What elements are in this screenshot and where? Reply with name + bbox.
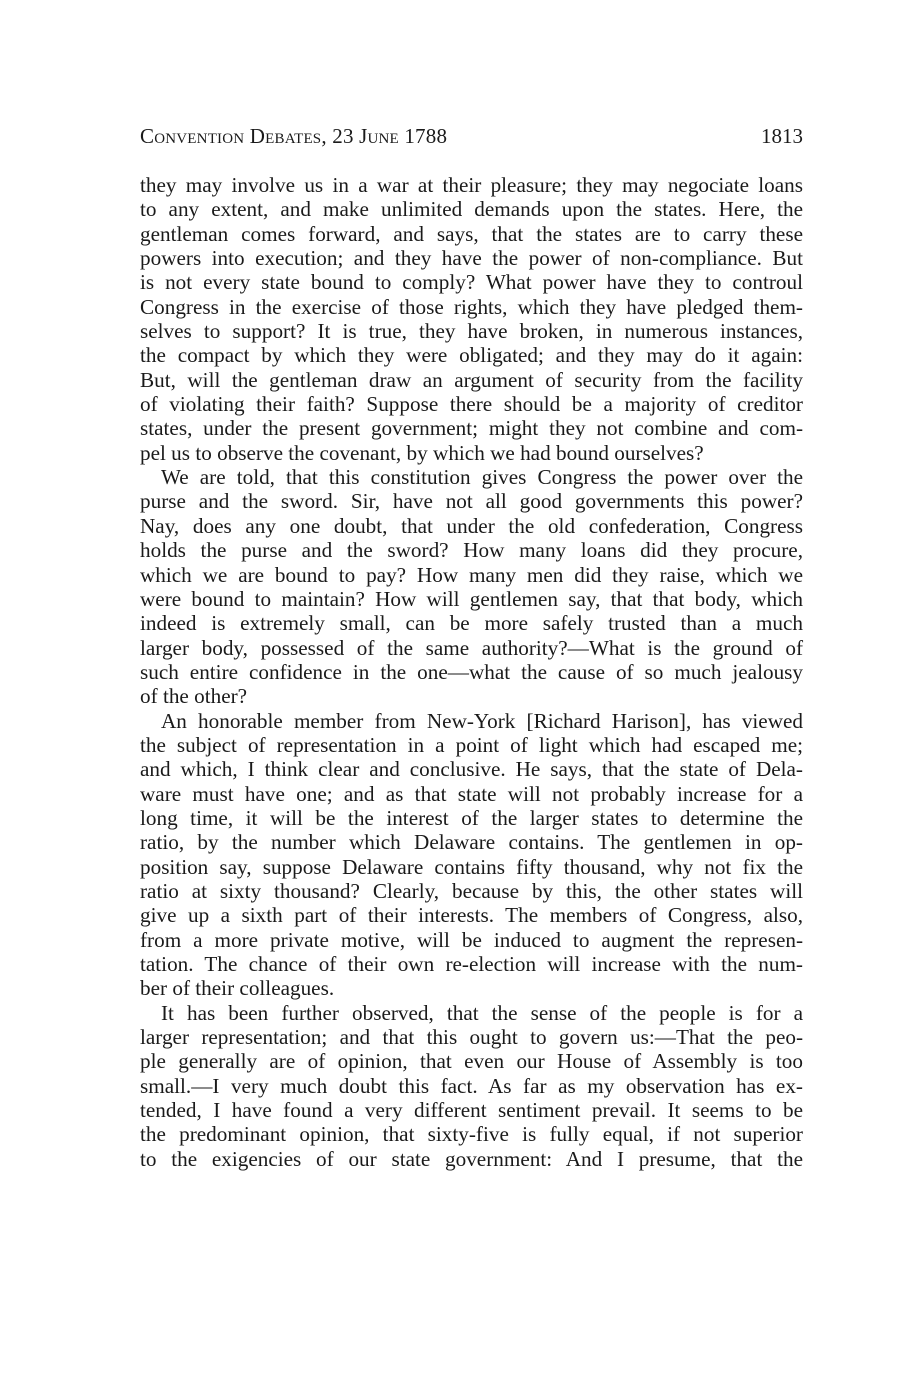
text-line: of violating their faith? Suppose there should be a majority of creditor — [140, 392, 803, 417]
text-line: powers into execution; and they have the power of non-compliance. But — [140, 246, 803, 271]
text-line: pel us to observe the covenant, by which we had bound ourselves? — [140, 440, 704, 465]
text-line: Nay, does any one doubt, that under the old confederation, Congress — [140, 513, 803, 538]
paragraph — [140, 465, 803, 708]
text-line: selves to support? It is true, they have broken, in numerous instances, — [140, 319, 803, 344]
text-line: states, under the present government; might they not combine and com- — [140, 416, 803, 441]
text-line: from a more private motive, will be induced to augment the represen- — [140, 927, 803, 952]
text-line: ber of their colleagues. — [140, 976, 335, 1001]
text-line: small.—I very much doubt this fact. As far as my observation has ex- — [140, 1073, 803, 1098]
text-line: larger representation; and that this ought to govern us:—That the peo- — [140, 1025, 803, 1050]
text-line: position say, suppose Delaware contains fifty thousand, why not fix the — [140, 854, 803, 879]
text-line: they may involve us in a war at their pleasure; they may negociate loans — [140, 173, 803, 197]
text-line: larger body, possessed of the same authority?—What is the ground of — [140, 635, 803, 660]
text-line: were bound to maintain? How will gentlemen say, that that body, which — [140, 586, 803, 611]
text-line: purse and the sword. Sir, have not all good governments this power? — [140, 489, 803, 514]
text-line: long time, it will be the interest of the larger states to determine the — [140, 805, 803, 830]
text-line: of the other? — [140, 684, 248, 709]
text-line: We are told, that this constitution gives Congress the power over the — [161, 465, 803, 490]
text-line: to the exigencies of our state government: And I presume, that the — [140, 1146, 803, 1171]
text-line: to any extent, and make unlimited demands upon the states. Here, the — [140, 197, 803, 222]
text-line: and which, I think clear and conclusive. He says, that the state of Dela- — [140, 757, 803, 782]
text-line: tation. The chance of their own re-election will increase with the num- — [140, 952, 803, 976]
text-line: the compact by which they were obligated; and they may do it again: — [140, 343, 803, 368]
text-line: ratio, by the number which Delaware contains. The gentlemen in op- — [140, 830, 803, 855]
text-line: It has been further observed, that the sense of the people is for a — [161, 1000, 803, 1025]
text-line: is not every state bound to comply? What power have they to controul — [140, 270, 803, 295]
running-title: Convention Debates, 23 June 1788 — [140, 124, 448, 148]
text-line: ple generally are of opinion, that even our House of Assembly is too — [140, 1049, 803, 1074]
text-line: give up a sixth part of their interests. The members of Congress, also, — [140, 903, 803, 928]
text-line: ratio at sixty thousand? Clearly, because by this, the other states will — [140, 878, 803, 903]
paragraph — [140, 709, 803, 1001]
text-line: the predominant opinion, that sixty-five is fully equal, if not superior — [140, 1122, 803, 1147]
text-line: such entire confidence in the one—what the cause of so much jealousy — [140, 659, 803, 684]
text-line: which we are bound to pay? How many men did they raise, which we — [140, 562, 803, 587]
page-number: 1813 — [761, 124, 803, 148]
paragraph — [140, 173, 803, 465]
text-line: tended, I have found a very different sentiment prevail. It seems to be — [140, 1098, 803, 1123]
text-line: Congress in the exercise of those rights, which they have pledged them- — [140, 294, 803, 319]
text-line: But, will the gentleman draw an argument of security from the facility — [140, 367, 803, 392]
text-line: indeed is extremely small, can be more safely trusted than a much — [140, 611, 803, 636]
paragraph — [140, 1001, 803, 1171]
running-head — [140, 122, 803, 150]
text-line: An honorable member from New-York [Richard Harison], has viewed — [161, 708, 803, 733]
text-line: gentleman comes forward, and says, that the states are to carry these — [140, 221, 803, 246]
text-line: ware must have one; and as that state will not probably increase for a — [140, 781, 803, 806]
text-line: the subject of representation in a point of light which had escaped me; — [140, 732, 803, 757]
text-line: holds the purse and the sword? How many loans did they procure, — [140, 538, 803, 563]
body-text — [140, 173, 803, 1171]
